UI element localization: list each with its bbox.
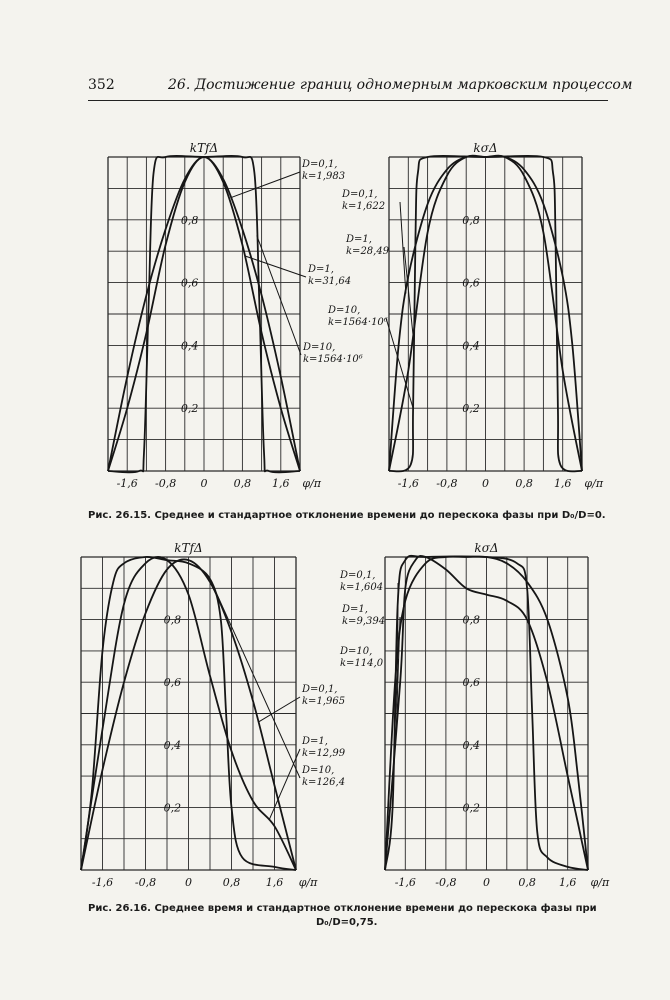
series-label: k=9,394 (342, 616, 386, 627)
y-tick-label: 0,6 (180, 276, 199, 290)
chart-grid (108, 157, 300, 471)
x-axis-label: φ/π (302, 477, 322, 490)
series-label: k=1,604 (340, 582, 384, 593)
x-axis-label: φ/π (584, 477, 604, 490)
series-label: k=126,4 (302, 777, 346, 788)
series-label: D=0,1, (342, 189, 378, 200)
series-label: D=10, (303, 342, 336, 353)
y-tick-label: 0,2 (180, 402, 199, 416)
x-tick-label: 1,6 (553, 477, 572, 490)
x-tick-label: -0,8 (154, 477, 177, 490)
chart-title: kTfΔ (189, 141, 219, 155)
x-tick-label: -1,6 (116, 477, 138, 490)
series-label: k=31,64 (308, 276, 352, 287)
x-tick-label: 0 (483, 876, 490, 889)
label-leader-line (230, 172, 300, 198)
chart-fig-26-16-left (81, 541, 346, 889)
x-tick-label: 0 (185, 876, 192, 889)
chart-fig-26-15-right (327, 141, 604, 490)
chart-grid (385, 557, 588, 870)
x-tick-label: -1,6 (91, 876, 114, 889)
chart-title: kσΔ (474, 541, 499, 555)
x-tick-label: -1,6 (394, 876, 416, 889)
chart-fig-26-15-left (108, 141, 363, 490)
x-axis-label: φ/π (590, 876, 610, 889)
series-label: k=1,622 (342, 201, 386, 212)
series-label: D=1, (308, 264, 334, 275)
x-tick-label: 0 (482, 477, 489, 490)
series-label: k=1,965 (302, 696, 346, 707)
x-tick-label: -0,8 (134, 876, 157, 889)
y-tick-label: 0,8 (462, 613, 481, 627)
y-tick-label: 0,4 (462, 738, 481, 752)
y-tick-label: 0,4 (163, 738, 182, 752)
series-label: k=28,49 (346, 246, 390, 257)
x-tick-label: 0,8 (518, 876, 536, 889)
x-tick-label: 0,8 (515, 477, 533, 490)
series-label: D=0,1, (302, 684, 338, 695)
series-label: k=12,99 (302, 748, 346, 759)
page-number: 352 (88, 77, 115, 93)
figure-caption-26-16-continued: D₀/D=0,75. (316, 917, 378, 928)
y-tick-label: 0,8 (163, 613, 182, 627)
series-label: k=114,0 (340, 658, 384, 669)
y-tick-label: 0,8 (180, 213, 199, 227)
series-label: D=1, (346, 234, 372, 245)
series-label: D=0,1, (302, 159, 338, 170)
y-tick-label: 0,2 (462, 402, 480, 416)
chart-title: kσΔ (473, 141, 498, 155)
y-tick-label: 0,8 (462, 213, 480, 227)
y-tick-label: 0,2 (462, 801, 481, 815)
x-tick-label: 1,6 (265, 876, 284, 889)
y-tick-label: 0,4 (180, 339, 199, 353)
y-tick-label: 0,2 (163, 801, 182, 815)
figure-caption-26-15: Рис. 26.15. Среднее и стандартное отклонение времени до перескока фазы при D₀/D=0. (88, 510, 606, 521)
figure-caption-26-16: Рис. 26.16. Среднее время и стандартное отклонение времени до перескока фазы при (88, 903, 597, 914)
x-tick-label: 0 (200, 477, 208, 490)
series-label: D=10, (302, 765, 335, 776)
series-label: D=10, (340, 646, 373, 657)
series-label: D=0,1, (340, 570, 376, 581)
chart-grid (81, 557, 296, 870)
label-leader-line (210, 579, 300, 778)
label-leader-line (400, 202, 406, 294)
x-tick-label: 1,6 (558, 876, 577, 889)
series-label: k=1564·10⁶ (328, 317, 388, 328)
series-label: k=1564·10⁶ (303, 354, 363, 365)
x-axis-label: φ/π (298, 876, 318, 889)
chart-grid (389, 157, 582, 471)
x-tick-label: -0,8 (436, 477, 458, 490)
y-tick-label: 0,4 (462, 339, 480, 353)
x-tick-label: 1,6 (272, 477, 290, 490)
y-tick-label: 0,6 (462, 676, 481, 690)
series-label: D=1, (302, 736, 328, 747)
x-tick-label: 0,8 (233, 477, 252, 490)
series-label: D=10, (328, 305, 361, 316)
y-tick-label: 0,6 (462, 276, 480, 290)
chart-title: kTfΔ (174, 541, 203, 555)
series-label: D=1, (342, 604, 368, 615)
chart-fig-26-16-right (339, 541, 610, 889)
running-title: 26. Достижение границ одномерным марковским процессом (168, 77, 633, 93)
x-tick-label: -1,6 (397, 477, 419, 490)
x-tick-label: 0,8 (222, 876, 241, 889)
series-label: k=1,983 (302, 171, 346, 182)
y-tick-label: 0,6 (163, 676, 182, 690)
x-tick-label: -0,8 (435, 876, 457, 889)
